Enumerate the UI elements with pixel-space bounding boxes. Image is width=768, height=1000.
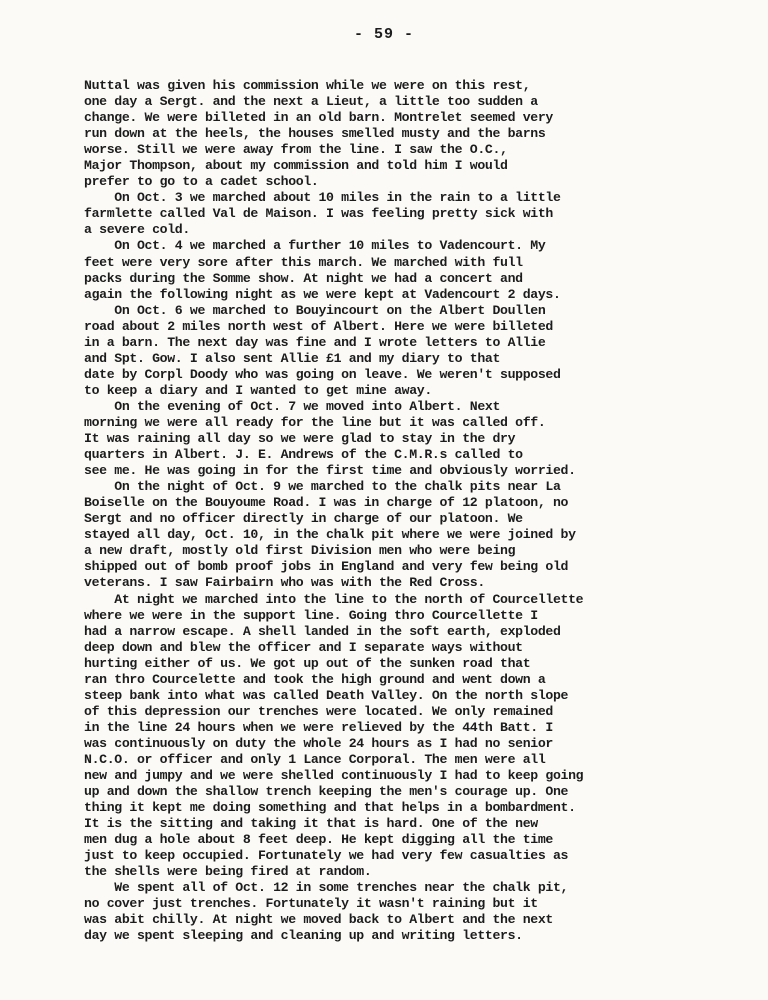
text-line: was continuously on duty the whole 24 hours as I had no senior bbox=[84, 735, 553, 751]
typescript-body bbox=[84, 78, 704, 945]
text-line: to keep a diary and I wanted to get mine away. bbox=[84, 382, 432, 398]
text-line: just to keep occupied. Fortunately we had very few casualties as bbox=[84, 848, 569, 864]
text-line: new and jumpy and we were shelled continuously I had to keep going bbox=[84, 768, 584, 784]
text-line: We spent all of Oct. 12 in some trenches near the chalk pit, bbox=[84, 880, 569, 896]
text-line: had a narrow escape. A shell landed in the soft earth, exploded bbox=[84, 623, 561, 639]
text-line: deep down and blew the officer and I separate ways without bbox=[84, 639, 523, 655]
text-line: veterans. I saw Fairbairn who was with the Red Cross. bbox=[84, 575, 485, 591]
text-line: On the evening of Oct. 7 we moved into Albert. Next bbox=[84, 398, 501, 414]
text-line: On Oct. 6 we marched to Bouyincourt on the Albert Doullen bbox=[84, 302, 546, 318]
text-line: the shells were being fired at random. bbox=[84, 864, 372, 880]
text-line: morning we were all ready for the line but it was called off. bbox=[84, 414, 546, 430]
text-line: On Oct. 4 we marched a further 10 miles to Vadencourt. My bbox=[84, 238, 546, 254]
text-line: On the night of Oct. 9 we marched to the chalk pits near La bbox=[84, 479, 561, 495]
text-line: see me. He was going in for the first time and obviously worried. bbox=[84, 463, 576, 479]
text-line: road about 2 miles north west of Albert. Here we were billeted bbox=[84, 318, 553, 334]
text-line: It is the sitting and taking it that is hard. One of the new bbox=[84, 816, 538, 832]
text-line: Sergt and no officer directly in charge of our platoon. We bbox=[84, 511, 523, 527]
text-line: farmlette called Val de Maison. I was feeling pretty sick with bbox=[84, 206, 553, 222]
text-line: one day a Sergt. and the next a Lieut, a little too sudden a bbox=[84, 94, 538, 110]
text-line: thing it kept me doing something and that helps in a bombardment. bbox=[84, 800, 576, 816]
text-line: run down at the heels, the houses smelled musty and the barns bbox=[84, 126, 546, 142]
text-line: change. We were billeted in an old barn. Montrelet seemed very bbox=[84, 110, 553, 126]
text-line: On Oct. 3 we marched about 10 miles in the rain to a little bbox=[84, 190, 561, 206]
text-line: worse. Still we were away from the line. I saw the O.C., bbox=[84, 142, 508, 158]
text-line: in a barn. The next day was fine and I wrote letters to Allie bbox=[84, 334, 546, 350]
text-line: date by Corpl Doody who was going on leave. We weren't supposed bbox=[84, 366, 561, 382]
text-line: packs during the Somme show. At night we had a concert and bbox=[84, 270, 523, 286]
text-line: again the following night as we were kept at Vadencourt 2 days. bbox=[84, 286, 561, 302]
text-line: a severe cold. bbox=[84, 222, 190, 238]
text-line: feet were very sore after this march. We marched with full bbox=[84, 254, 523, 270]
text-line: Boiselle on the Bouyoume Road. I was in charge of 12 platoon, no bbox=[84, 495, 569, 511]
text-line: shipped out of bomb proof jobs in England and very few being old bbox=[84, 559, 569, 575]
text-line: Major Thompson, about my commission and told him I would bbox=[84, 158, 508, 174]
text-line: Nuttal was given his commission while we were on this rest, bbox=[84, 78, 531, 93]
text-line: quarters in Albert. J. E. Andrews of the C.M.R.s called to bbox=[84, 447, 523, 463]
text-line: hurting either of us. We got up out of the sunken road that bbox=[84, 655, 531, 671]
text-line: of this depression our trenches were located. We only remained bbox=[84, 703, 553, 719]
text-line: men dug a hole about 8 feet deep. He kept digging all the time bbox=[84, 832, 553, 848]
text-line: At night we marched into the line to the north of Courcellette bbox=[84, 591, 584, 607]
text-line: prefer to go to a cadet school. bbox=[84, 174, 319, 190]
text-line: day we spent sleeping and cleaning up and writing letters. bbox=[84, 928, 523, 944]
text-line: was abit chilly. At night we moved back to Albert and the next bbox=[84, 912, 553, 928]
text-line: where we were in the support line. Going thro Courcellette I bbox=[84, 607, 538, 623]
text-line: no cover just trenches. Fortunately it wasn't raining but it bbox=[84, 896, 538, 912]
text-line: and Spt. Gow. I also sent Allie £1 and my diary to that bbox=[84, 350, 501, 366]
text-line: steep bank into what was called Death Valley. On the north slope bbox=[84, 687, 569, 703]
text-line: N.C.O. or officer and only 1 Lance Corporal. The men were all bbox=[84, 751, 546, 767]
text-line: a new draft, mostly old first Division men who were being bbox=[84, 543, 516, 559]
page-number: - 59 - bbox=[353, 26, 414, 43]
text-line: up and down the shallow trench keeping the men's courage up. One bbox=[84, 784, 569, 800]
text-line: ran thro Courcelette and took the high ground and went down a bbox=[84, 671, 546, 687]
text-line: It was raining all day so we were glad to stay in the dry bbox=[84, 431, 516, 447]
text-line: stayed all day, Oct. 10, in the chalk pit where we were joined by bbox=[84, 527, 576, 543]
text-line: in the line 24 hours when we were relieved by the 44th Batt. I bbox=[84, 719, 553, 735]
